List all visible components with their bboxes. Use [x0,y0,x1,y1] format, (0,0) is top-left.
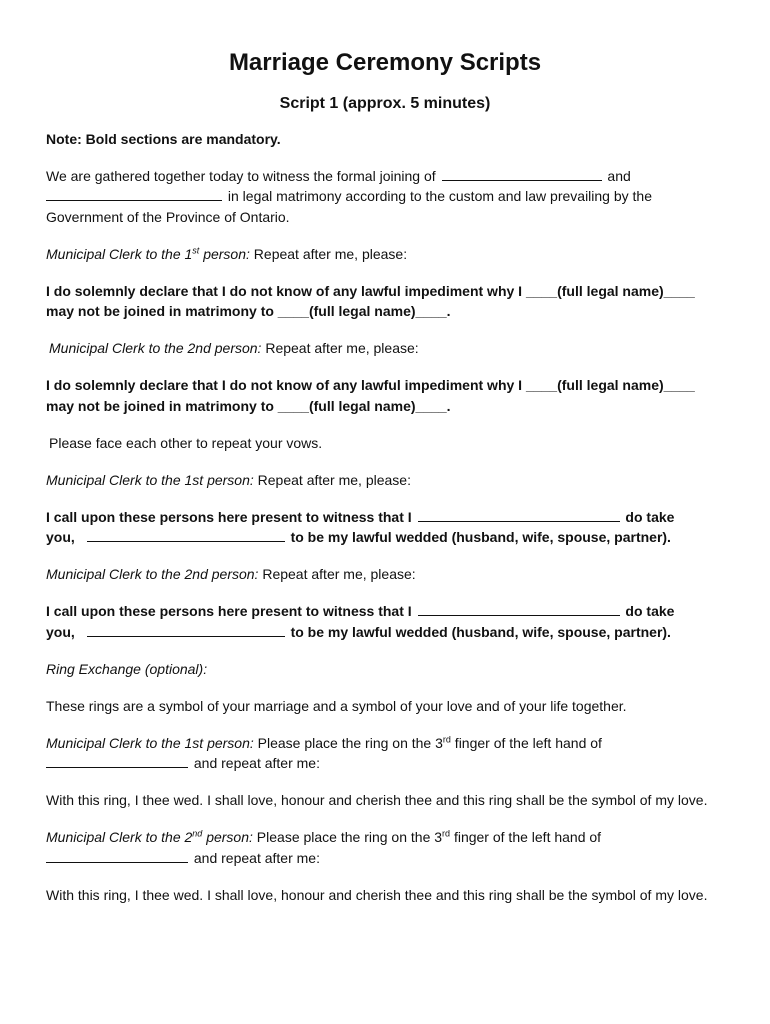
vow-1: I call upon these persons here present to witness that I do take you, to be my lawful wedded (husband, wife, spouse, partner). [46,508,675,545]
clerk-label: Municipal Clerk to the 2nd person: [46,566,259,582]
clerk-instruction-text: Repeat after me, please: [249,245,408,262]
name-blank [46,753,188,768]
clerk-instruction-text: Repeat after me, please: [258,566,416,582]
clerk-instruction-text: Repeat after me, please: [261,340,419,356]
ring-vow-2: With this ring, I thee wed. I shall love, honour and cherish thee and this ring shall be the symbol of my love. [46,886,708,903]
intro-text-1: We are gathered together today to witness the formal joining of [46,167,436,184]
script-subtitle: Script 1 (approx. 5 minutes) [279,95,491,112]
clerk-instruction-2nd-vow [46,564,724,585]
clerk-ring-instruction-1st: Municipal Clerk to the 1st person: Please place the ring on the 3rd finger of the left hand of and repeat after me: [46,733,602,771]
clerk-instruction-2nd [46,338,724,359]
clerk-instruction-1st-vow [46,470,724,491]
ring-exchange-heading: Ring Exchange (optional): [46,660,208,677]
name-blank [418,507,620,522]
name-blank [87,527,285,542]
name-blank [87,622,285,637]
page-title: Marriage Ceremony Scripts [228,49,542,76]
face-each-other-text: Please face each other to repeat your vows. [49,434,323,451]
declaration-2: I do solemnly declare that I do not know of any lawful impediment why I ____(full legal name)____ may not be joined in matrimony to ____(full legal name)____. [46,377,695,414]
declaration-1: I do solemnly declare that I do not know of any lawful impediment why I ____(full legal name)____ may not be joined in matrimony to ____(full legal name)____. [46,282,695,319]
clerk-label: Municipal Clerk to the 1st person: [46,734,254,751]
name-blank-2 [46,186,222,201]
intro-and: and [607,167,631,184]
clerk-label: Municipal Clerk to the 2nd person: [49,340,262,356]
clerk-label: Municipal Clerk to the 2nd person: [46,828,253,845]
intro-paragraph [46,166,724,228]
intro-text-2: in legal matrimony according to the custom and law prevailing by the Government of the Province of Ontario. [46,188,652,225]
name-blank [46,848,188,863]
clerk-ring-instruction-2nd: Municipal Clerk to the 2nd person: Please place the ring on the 3rd finger of the left hand of and repeat after me: [46,828,602,866]
clerk-instruction-text: Repeat after me, please: [253,471,411,488]
name-blank-1 [442,166,602,181]
rings-symbol-text: These rings are a symbol of your marriage and a symbol of your love and of your life together. [46,697,627,714]
mandatory-note: Note: Bold sections are mandatory. [46,131,281,147]
ring-vow-1: With this ring, I thee wed. I shall love, honour and cherish thee and this ring shall be the symbol of my love. [46,792,708,808]
name-blank [418,601,620,616]
vow-2: I call upon these persons here present to witness that I do take you, to be my lawful wedded (husband, wife, spouse, partner). [46,603,675,640]
clerk-instruction-1st [46,244,724,265]
clerk-label: Municipal Clerk to the 1st person: [46,471,254,488]
clerk-label: Municipal Clerk to the 1st person: [46,244,250,262]
